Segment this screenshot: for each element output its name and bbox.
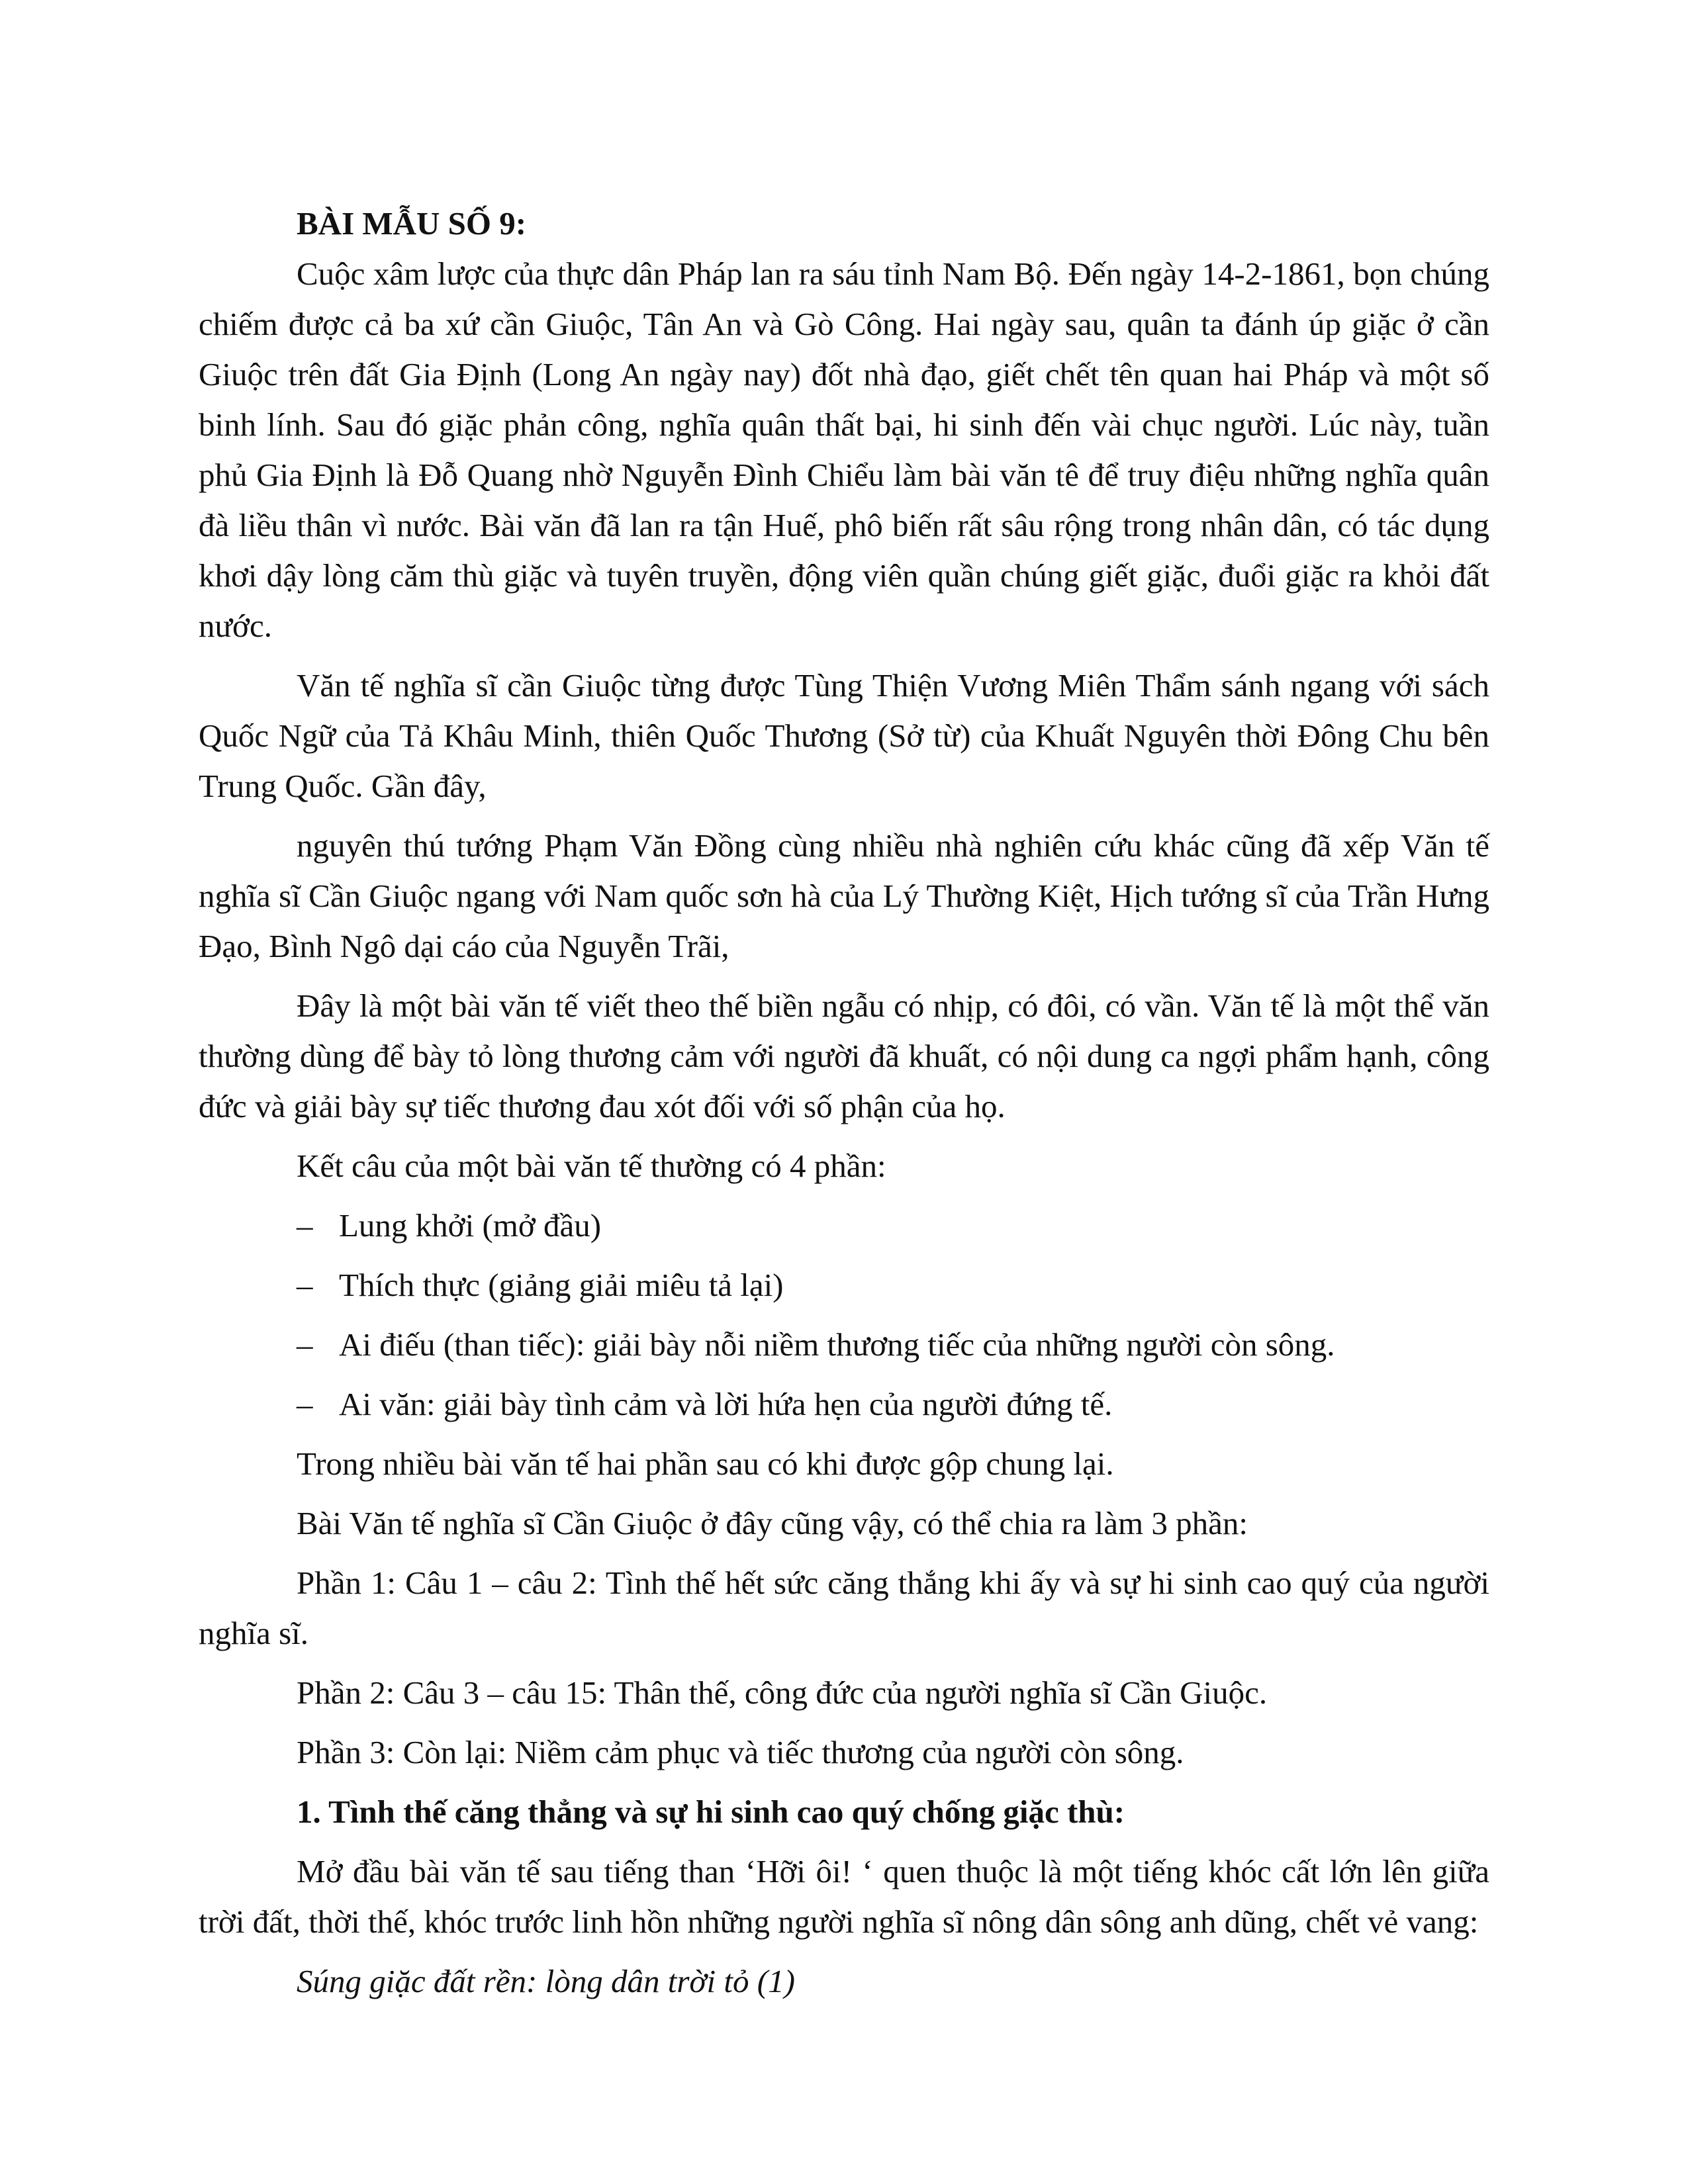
list-item-text: Lung khởi (mở đầu) — [339, 1207, 602, 1244]
verse-line: Súng giặc đất rền: lòng dân trời tỏ (1) — [297, 1963, 795, 1999]
dash-bullet: – — [297, 1386, 313, 1422]
dash-bullet: – — [297, 1267, 313, 1303]
dash-bullet: – — [297, 1326, 313, 1363]
document-body — [199, 199, 1489, 2007]
paragraph-2: Văn tế nghĩa sĩ cần Giuộc từng được Tùng Thiện Vương Miên Thẩm sánh ngang với sách Quốc Ngữ của Tả Khâu Minh, thiên Quốc Thương (Sở từ) của Khuất Nguyên thời Đông Chu bên Trung Quốc. Gần đây, — [199, 667, 1489, 804]
list-item — [199, 1201, 1489, 1251]
paragraph-9: Phần 2: Câu 3 – câu 15: Thân thế, công đức của người nghĩa sĩ Cần Giuộc. — [297, 1674, 1268, 1711]
list-item — [199, 1260, 1489, 1310]
paragraph-10: Phần 3: Còn lại: Niềm cảm phục và tiếc thương của người còn sông. — [297, 1734, 1184, 1770]
paragraph-1: Cuộc xâm lược của thực dân Pháp lan ra sáu tỉnh Nam Bộ. Đến ngày 14-2-1861, bọn chúng chiếm được cả ba xứ cần Giuộc, Tân An và Gò Công. Hai ngày sau, quân ta đánh úp giặc ở cần Giuộc trên đất Gia Định (Long An ngày nay) đốt nhà đạo, giết chết tên quan hai Pháp và một số binh lính. Sau đó giặc phản công, nghĩa quân thất bại, hi sinh đến vài chục người. Lúc này, tuần phủ Gia Định là Đỗ Quang nhờ Nguyễn Đình Chiểu làm bài văn tê để truy điệu những nghĩa quân đà liều thân vì nước. Bài văn đã lan ra tận Huế, phô biến rất sâu rộng trong nhân dân, có tác dụng khơi dậy lòng căm thù giặc và tuyên truyền, động viên quần chúng giết giặc, đuổi giặc ra khỏi đất nước. — [199, 255, 1489, 644]
paragraph-5: Kết câu của một bài văn tế thường có 4 phần: — [297, 1148, 886, 1184]
paragraph-4: Đây là một bài văn tế viết theo thế biền ngẫu có nhịp, có đôi, có vần. Văn tế là một thể văn thường dùng để bày tỏ lòng thương cảm với người đã khuất, có nội dung ca ngợi phẩm hạnh, công đức và giải bày sự tiếc thương đau xót đối với số phận của họ. — [199, 987, 1489, 1124]
structure-list — [199, 1201, 1489, 1430]
list-item-text: Ai văn: giải bày tình cảm và lời hứa hẹn của người đứng tế. — [339, 1386, 1113, 1422]
dash-bullet: – — [297, 1207, 313, 1244]
section-heading: 1. Tình thế căng thẳng và sự hi sinh cao quý chống giặc thù: — [297, 1794, 1125, 1830]
paragraph-3: nguyên thú tướng Phạm Văn Đồng cùng nhiều nhà nghiên cứu khác cũng đã xếp Văn tế nghĩa sĩ Cần Giuộc ngang với Nam quốc sơn hà của Lý Thường Kiệt, Hịch tướng sĩ của Trần Hưng Đạo, Bình Ngô dại cáo của Nguyễn Trãi, — [199, 827, 1489, 964]
paragraph-6: Trong nhiều bài văn tế hai phần sau có khi được gộp chung lại. — [297, 1445, 1114, 1482]
paragraph-8: Phần 1: Câu 1 – câu 2: Tình thế hết sức căng thắng khi ấy và sự hi sinh cao quý của người nghĩa sĩ. — [199, 1565, 1489, 1651]
document-title: BÀI MẪU SỐ 9: — [297, 205, 527, 242]
list-item — [199, 1320, 1489, 1370]
paragraph-7: Bài Văn tế nghĩa sĩ Cần Giuộc ở đây cũng vậy, có thể chia ra làm 3 phần: — [297, 1505, 1248, 1541]
list-item-text: Ai điếu (than tiếc): giải bày nỗi niềm thương tiếc của những người còn sông. — [339, 1326, 1335, 1363]
list-item — [199, 1379, 1489, 1430]
list-item-text: Thích thực (giảng giải miêu tả lại) — [339, 1267, 784, 1303]
paragraph-11: Mở đầu bài văn tế sau tiếng than ‘Hỡi ôi! ‘ quen thuộc là một tiếng khóc cất lớn lên giữa trời đất, thời thế, khóc trước linh hồn những người nghĩa sĩ nông dân sông anh dũng, chết vẻ vang: — [199, 1853, 1489, 1940]
